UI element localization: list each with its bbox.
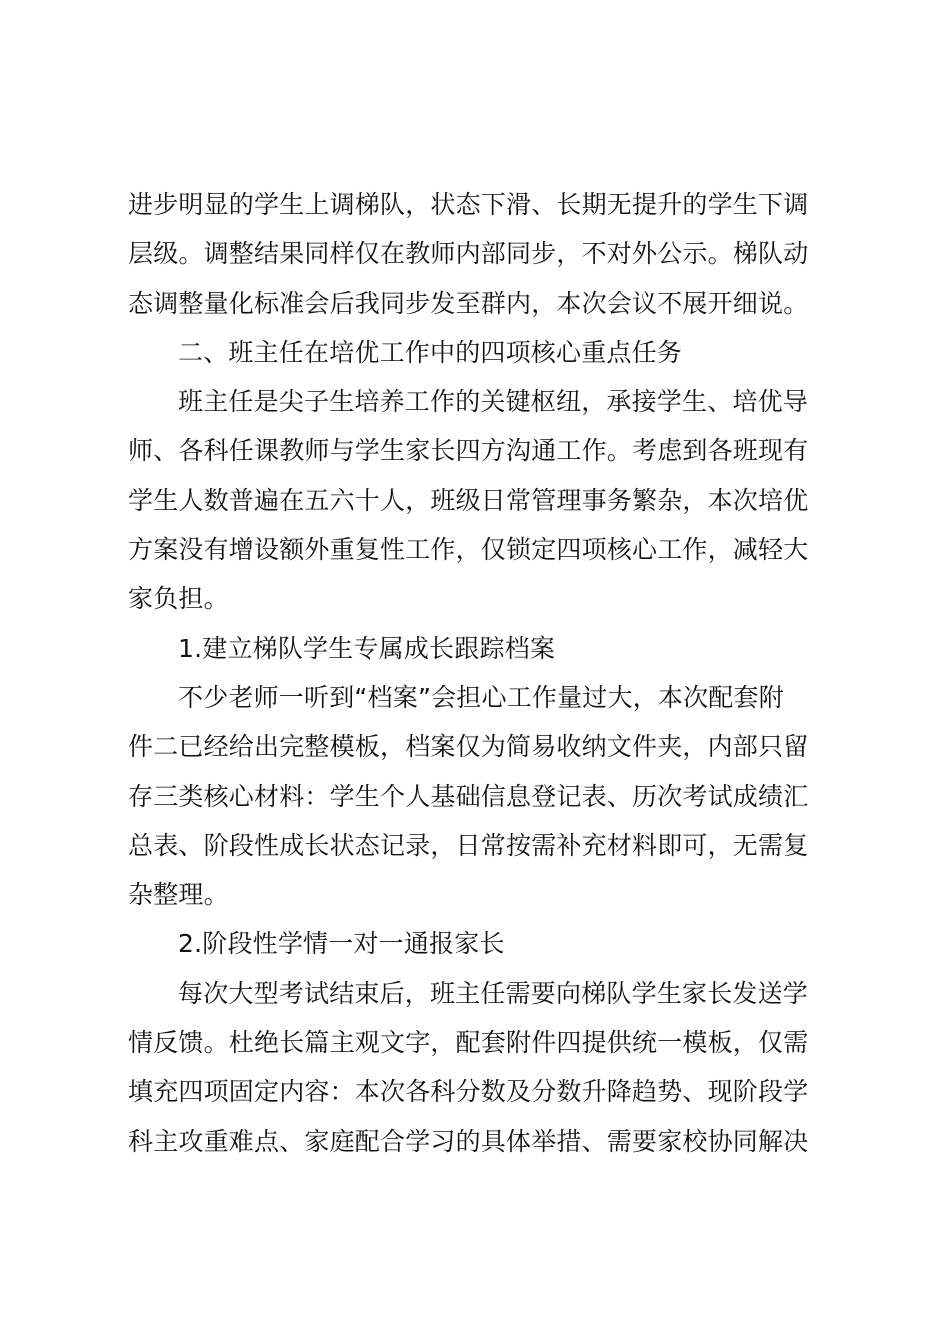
body-line: 科主攻重难点、家庭配合学习的具体举措、需要家校协同解决 — [128, 1126, 809, 1156]
body-line: 学生人数普遍在五六十人，班级日常管理事务繁杂，本次培优 — [128, 485, 809, 515]
subsection-heading: 2.阶段性学情一对一通报家长 — [178, 929, 505, 959]
body-line: 情反馈。杜绝长篇主观文字，配套附件四提供统一模板，仅需 — [128, 1028, 809, 1058]
body-line: 件二已经给出完整模板，档案仅为简易收纳文件夹，内部只留 — [128, 732, 809, 762]
subsection-heading: 1.建立梯队学生专属成长跟踪档案 — [178, 633, 556, 663]
body-line: 不少老师一听到“档案”会担心工作量过大，本次配套附 — [178, 682, 784, 712]
body-line: 杂整理。 — [128, 880, 229, 910]
body-line: 层级。调整结果同样仅在教师内部同步，不对外公示。梯队动 — [128, 239, 809, 269]
body-line: 态调整量化标准会后我同步发至群内，本次会议不展开细说。 — [128, 288, 809, 318]
body-line: 填充四项固定内容：本次各科分数及分数升降趋势、现阶段学 — [128, 1077, 809, 1107]
body-line: 师、各科任课教师与学生家长四方沟通工作。考虑到各班现有 — [128, 436, 809, 466]
body-line: 总表、阶段性成长状态记录，日常按需补充材料即可，无需复 — [128, 830, 809, 860]
body-line: 方案没有增设额外重复性工作，仅锁定四项核心工作，减轻大 — [128, 535, 809, 565]
body-line: 每次大型考试结束后，班主任需要向梯队学生家长发送学 — [178, 978, 809, 1008]
document-body — [128, 180, 834, 1166]
body-line: 存三类核心材料：学生个人基础信息登记表、历次考试成绩汇 — [128, 781, 809, 811]
body-line: 家负担。 — [128, 584, 229, 614]
section-heading: 二、班主任在培优工作中的四项核心重点任务 — [178, 337, 683, 367]
body-line: 进步明显的学生上调梯队，状态下滑、长期无提升的学生下调 — [128, 190, 809, 219]
body-line: 班主任是尖子生培养工作的关键枢纽，承接学生、培优导 — [178, 387, 809, 417]
